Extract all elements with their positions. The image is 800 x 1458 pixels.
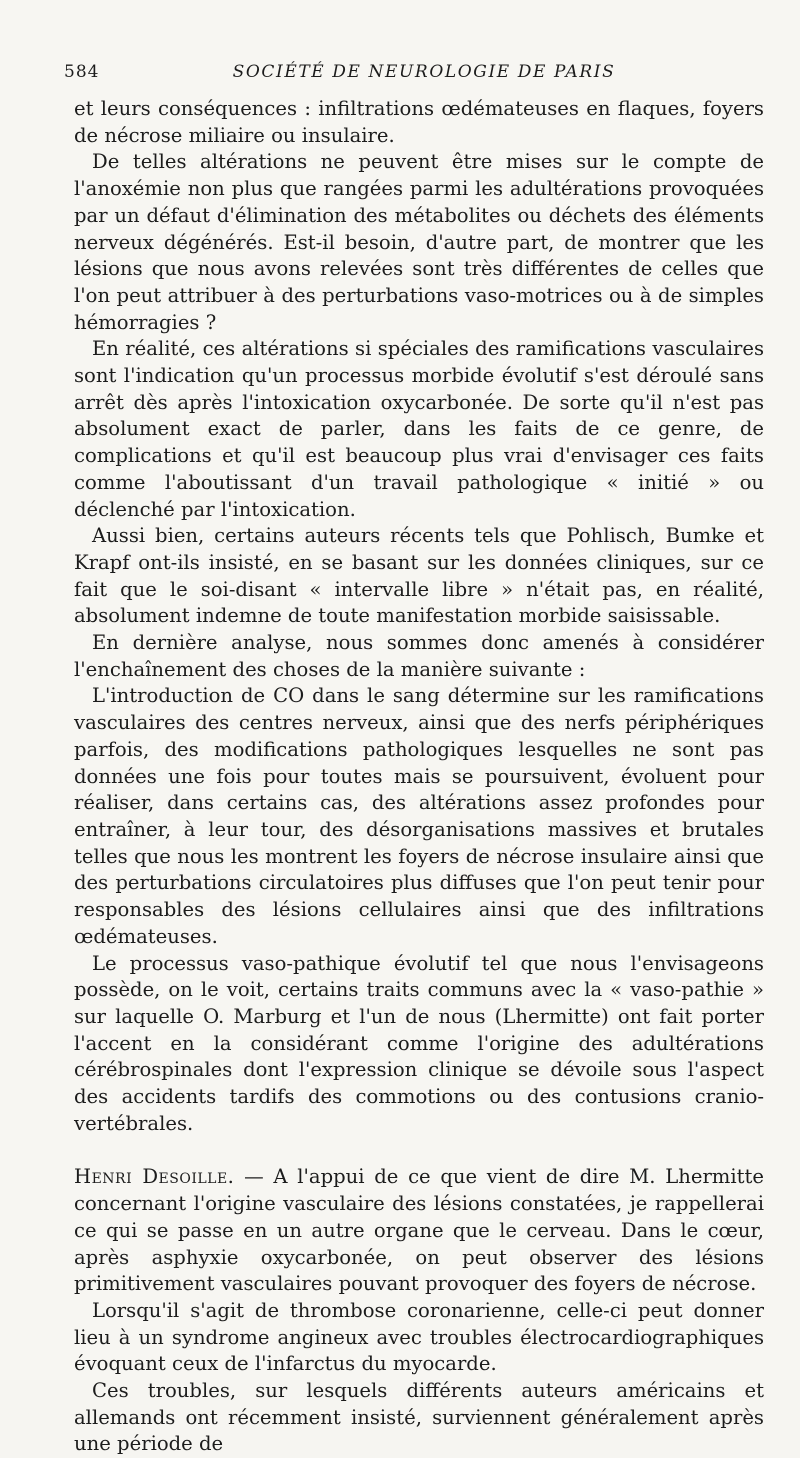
speaker-name: Henri Desoille. xyxy=(74,1165,235,1189)
page-header xyxy=(64,62,754,88)
paragraph: Lorsqu'il s'agit de thrombose coronarienne, celle-ci peut donner lieu à un syndrome angineux avec troubles électrocardiographiques évoquant ceux de l'infarctus du myocarde. xyxy=(74,1298,764,1376)
paragraph: En dernière analyse, nous sommes donc amenés à considérer l'enchaînement des choses de la manière suivante : xyxy=(74,631,764,681)
paragraph: En réalité, ces altérations si spéciales des ramifications vasculaires sont l'indication qu'un processus morbide évolutif s'est déroulé sans arrêt dès après l'intoxication oxycarbonée. De sorte qu'il n'est pas absolument exact de parler, dans les faits de ce genre, de complications et qu'il est beaucoup plus vrai d'envisager ces faits comme l'aboutissant d'un travail pathologique « initié » ou déclenché par l'intoxication. xyxy=(74,337,764,521)
page-number: 584 xyxy=(64,62,100,82)
intervention-paragraph xyxy=(74,1164,764,1298)
paragraph: Aussi bien, certains auteurs récents tels que Pohlisch, Bumke et Krapf ont-ils insisté, en se basant sur les données cliniques, sur ce fait que le soi-disant « intervalle libre » n'était pas, en réalité, absolument indemne de toute manifestation morbide saisissable. xyxy=(74,524,764,628)
paragraph: L'introduction de CO dans le sang détermine sur les ramifications vasculaires des centres nerveux, ainsi que des nerfs périphériques parfois, des modifications pathologiques lesquelles ne sont pas données une fois pour toutes mais se poursuivent, évoluent pour réaliser, dans certains cas, des altérations assez profondes pour entraîner, à leur tour, des désorganisations massives et brutales telles que nous les montrent les foyers de nécrose insulaire ainsi que des perturbations circulatoires plus diffuses que l'on peut tenir pour responsables des lésions cellulaires ainsi que des infiltrations œdémateuses. xyxy=(74,684,764,948)
paragraph: De telles altérations ne peuvent être mises sur le compte de l'anoxémie non plus que rangées parmi les adultérations provoquées par un défaut d'élimination des métabolites ou déchets des éléments nerveux dégénérés. Est-il besoin, d'autre part, de montrer que les lésions que nous avons relevées sont très différentes de celles que l'on peut attribuer à des perturbations vaso-motrices ou à de simples hémorragies ? xyxy=(74,150,764,334)
paragraph: Ces troubles, sur lesquels différents auteurs américains et allemands ont récemment insisté, surviennent généralement après une période de xyxy=(74,1379,764,1456)
paragraph: Le processus vaso-pathique évolutif tel que nous l'envisageons possède, on le voit, certains traits communs avec la « vaso-pathie » sur laquelle O. Marburg et l'un de nous (Lhermitte) ont fait porter l'accent en la considérant comme l'origine des adultérations cérébrospinales dont l'expression clinique se dévoile sous l'aspect des accidents tardifs des commotions ou des contusions cranio-vertébrales. xyxy=(74,951,764,1135)
running-head: SOCIÉTÉ DE NEUROLOGIE DE PARIS xyxy=(232,62,616,82)
body-text xyxy=(74,96,764,1458)
intervention-text: — A l'appui de ce que vient de dire M. Lhermitte concernant l'origine vasculaire des lésions constatées, je rappellerai ce qui se passe en un autre organe que le cerveau. Dans le cœur, après asphyxie oxycarbonée, on peut observer des lésions primitivement vasculaires pouvant provoquer des foyers de nécrose. xyxy=(74,1165,764,1296)
paragraph: et leurs conséquences : infiltrations œdémateuses en flaques, foyers de nécrose miliaire ou insulaire. xyxy=(74,97,764,147)
